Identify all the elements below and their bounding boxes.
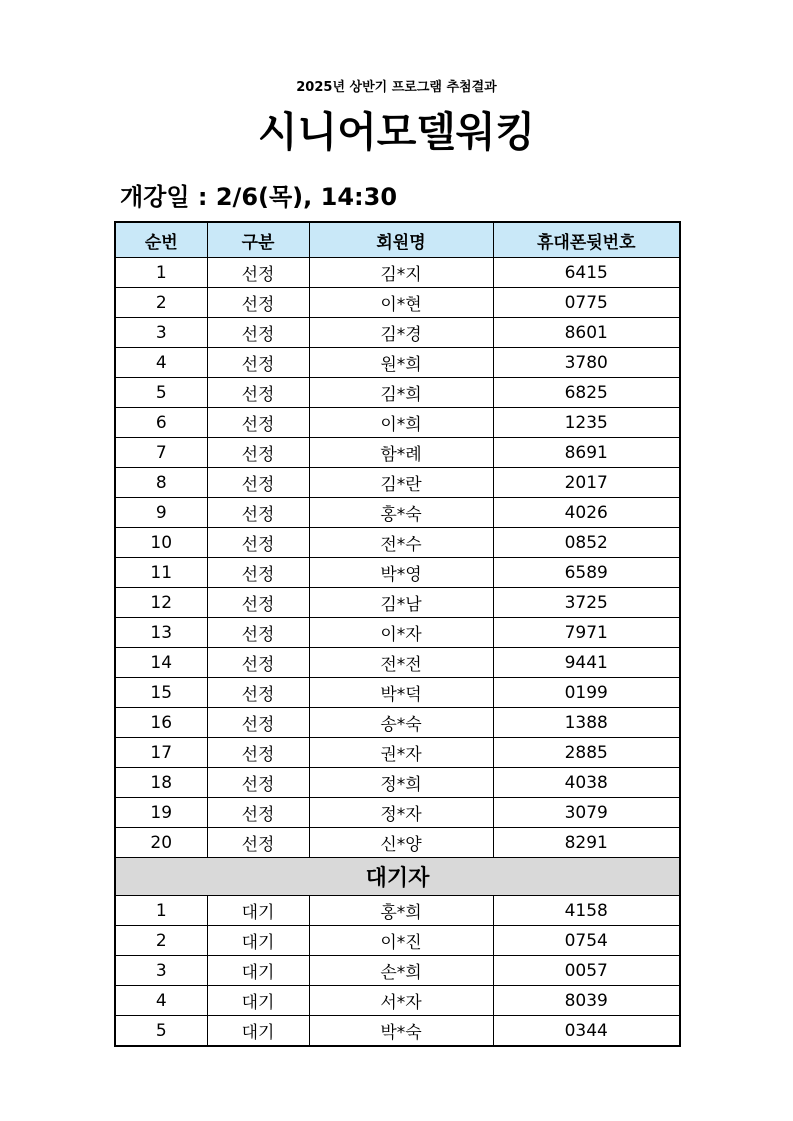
selected-row: [115, 738, 680, 768]
cell-category: 선정: [207, 438, 309, 468]
cell-member-name: 정*희: [309, 768, 493, 798]
selected-row: [115, 558, 680, 588]
cell-category: 선정: [207, 708, 309, 738]
selected-row: [115, 408, 680, 438]
waitlist-row: [115, 896, 680, 926]
cell-category: 선정: [207, 468, 309, 498]
cell-member-name: 박*숙: [309, 1016, 493, 1047]
cell-phone-suffix: 6825: [493, 378, 680, 408]
cell-member-name: 신*양: [309, 828, 493, 858]
cell-category: 선정: [207, 588, 309, 618]
cell-phone-suffix: 3780: [493, 348, 680, 378]
cell-category: 대기: [207, 1016, 309, 1047]
selected-row: [115, 468, 680, 498]
cell-member-name: 김*지: [309, 258, 493, 288]
cell-phone-suffix: 2017: [493, 468, 680, 498]
selected-row: [115, 618, 680, 648]
waitlist-row: [115, 926, 680, 956]
waitlist-row: [115, 1016, 680, 1047]
selected-row: [115, 258, 680, 288]
cell-number: 19: [115, 798, 207, 828]
cell-phone-suffix: 8039: [493, 986, 680, 1016]
cell-member-name: 박*영: [309, 558, 493, 588]
cell-member-name: 전*수: [309, 528, 493, 558]
cell-member-name: 송*숙: [309, 708, 493, 738]
cell-number: 9: [115, 498, 207, 528]
cell-phone-suffix: 8291: [493, 828, 680, 858]
cell-member-name: 박*덕: [309, 678, 493, 708]
cell-phone-suffix: 1388: [493, 708, 680, 738]
cell-phone-suffix: 3725: [493, 588, 680, 618]
selected-row: [115, 528, 680, 558]
cell-number: 14: [115, 648, 207, 678]
cell-number: 2: [115, 288, 207, 318]
cell-phone-suffix: 4038: [493, 768, 680, 798]
cell-phone-suffix: 0775: [493, 288, 680, 318]
cell-member-name: 김*경: [309, 318, 493, 348]
cell-number: 6: [115, 408, 207, 438]
selected-row: [115, 438, 680, 468]
cell-number: 7: [115, 438, 207, 468]
selected-row: [115, 708, 680, 738]
cell-number: 1: [115, 258, 207, 288]
waitlist-row: [115, 956, 680, 986]
cell-member-name: 김*희: [309, 378, 493, 408]
selected-row: [115, 798, 680, 828]
cell-number: 11: [115, 558, 207, 588]
cell-member-name: 홍*숙: [309, 498, 493, 528]
cell-category: 선정: [207, 378, 309, 408]
cell-category: 선정: [207, 768, 309, 798]
cell-member-name: 이*진: [309, 926, 493, 956]
cell-member-name: 전*전: [309, 648, 493, 678]
cell-member-name: 김*란: [309, 468, 493, 498]
cell-phone-suffix: 0057: [493, 956, 680, 986]
selected-row: [115, 588, 680, 618]
cell-phone-suffix: 8691: [493, 438, 680, 468]
cell-number: 12: [115, 588, 207, 618]
cell-category: 선정: [207, 828, 309, 858]
selected-row: [115, 768, 680, 798]
cell-number: 1: [115, 896, 207, 926]
cell-category: 선정: [207, 648, 309, 678]
cell-number: 18: [115, 768, 207, 798]
cell-category: 선정: [207, 498, 309, 528]
cell-category: 대기: [207, 986, 309, 1016]
cell-member-name: 이*현: [309, 288, 493, 318]
cell-phone-suffix: 8601: [493, 318, 680, 348]
cell-member-name: 이*자: [309, 618, 493, 648]
class-start-date: 개강일 : 2/6(목), 14:30: [120, 183, 398, 211]
cell-phone-suffix: 0199: [493, 678, 680, 708]
cell-number: 16: [115, 708, 207, 738]
cell-category: 선정: [207, 408, 309, 438]
cell-phone-suffix: 4026: [493, 498, 680, 528]
selected-row: [115, 378, 680, 408]
cell-member-name: 서*자: [309, 986, 493, 1016]
cell-phone-suffix: 3079: [493, 798, 680, 828]
cell-category: 대기: [207, 956, 309, 986]
cell-member-name: 이*희: [309, 408, 493, 438]
selected-row: [115, 288, 680, 318]
cell-number: 17: [115, 738, 207, 768]
column-header-phone-suffix: 휴대폰뒷번호: [493, 222, 680, 258]
cell-phone-suffix: 6589: [493, 558, 680, 588]
cell-member-name: 권*자: [309, 738, 493, 768]
cell-member-name: 함*례: [309, 438, 493, 468]
column-header-member-name: 회원명: [309, 222, 493, 258]
cell-number: 4: [115, 986, 207, 1016]
cell-number: 15: [115, 678, 207, 708]
document-title: 시니어모델워킹: [257, 108, 536, 156]
cell-number: 5: [115, 378, 207, 408]
cell-member-name: 홍*희: [309, 896, 493, 926]
cell-number: 13: [115, 618, 207, 648]
lottery-results-table: [114, 221, 681, 1047]
cell-number: 10: [115, 528, 207, 558]
cell-category: 선정: [207, 348, 309, 378]
selected-row: [115, 828, 680, 858]
cell-phone-suffix: 0344: [493, 1016, 680, 1047]
cell-member-name: 손*희: [309, 956, 493, 986]
column-header-category: 구분: [207, 222, 309, 258]
cell-category: 선정: [207, 288, 309, 318]
cell-category: 대기: [207, 926, 309, 956]
cell-phone-suffix: 9441: [493, 648, 680, 678]
cell-category: 선정: [207, 528, 309, 558]
selected-row: [115, 678, 680, 708]
cell-category: 대기: [207, 896, 309, 926]
cell-category: 선정: [207, 258, 309, 288]
cell-number: 3: [115, 956, 207, 986]
cell-phone-suffix: 1235: [493, 408, 680, 438]
cell-category: 선정: [207, 798, 309, 828]
cell-phone-suffix: 2885: [493, 738, 680, 768]
cell-number: 2: [115, 926, 207, 956]
cell-member-name: 김*남: [309, 588, 493, 618]
cell-member-name: 정*자: [309, 798, 493, 828]
waitlist-section-label: 대기자: [115, 858, 680, 896]
selected-row: [115, 498, 680, 528]
cell-category: 선정: [207, 318, 309, 348]
cell-category: 선정: [207, 678, 309, 708]
cell-phone-suffix: 7971: [493, 618, 680, 648]
cell-phone-suffix: 0754: [493, 926, 680, 956]
cell-number: 20: [115, 828, 207, 858]
cell-number: 3: [115, 318, 207, 348]
cell-member-name: 원*희: [309, 348, 493, 378]
cell-phone-suffix: 4158: [493, 896, 680, 926]
table-body: [115, 258, 680, 1047]
table-header-row: [115, 222, 680, 258]
selected-row: [115, 648, 680, 678]
cell-number: 4: [115, 348, 207, 378]
cell-number: 5: [115, 1016, 207, 1047]
cell-phone-suffix: 0852: [493, 528, 680, 558]
cell-number: 8: [115, 468, 207, 498]
waitlist-section-row: [115, 858, 680, 896]
cell-phone-suffix: 6415: [493, 258, 680, 288]
selected-row: [115, 348, 680, 378]
document-subtitle: 2025년 상반기 프로그램 추첨결과: [296, 80, 497, 95]
cell-category: 선정: [207, 618, 309, 648]
selected-row: [115, 318, 680, 348]
column-header-number: 순번: [115, 222, 207, 258]
cell-category: 선정: [207, 738, 309, 768]
waitlist-row: [115, 986, 680, 1016]
cell-category: 선정: [207, 558, 309, 588]
